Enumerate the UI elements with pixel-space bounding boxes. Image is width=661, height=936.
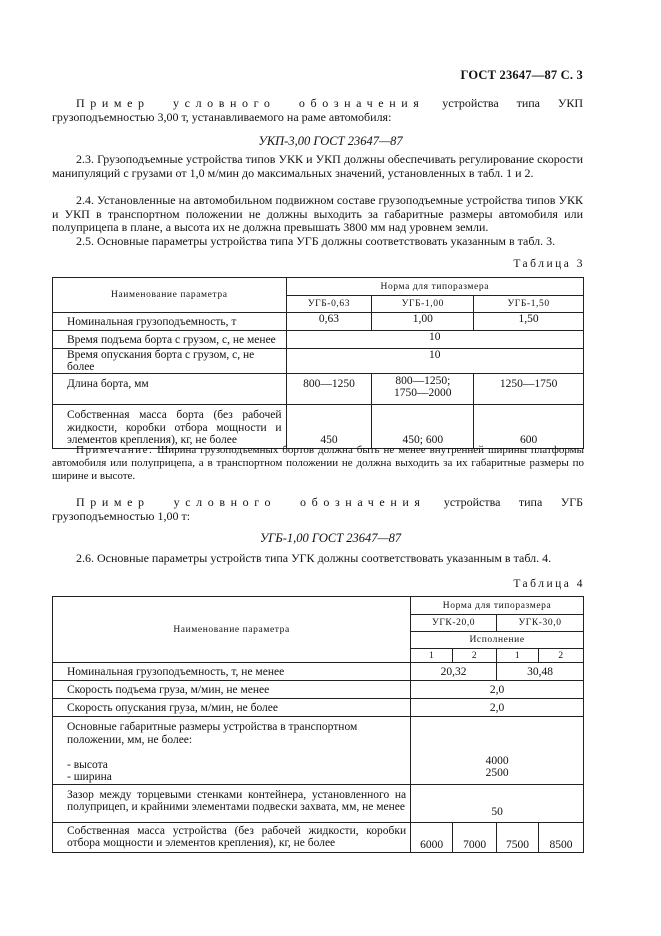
table-cell: 20,32	[411, 663, 497, 681]
t4-col-ugk30: УГК-30,0	[497, 615, 584, 632]
note-text: Ширина грузоподъемных бортов должна быть не менее внутренней ширины платформы автомобиля или полуприцепа, а в транспортном положении не должна выходить за их габаритные размеры по ширине и высоте.	[52, 444, 585, 482]
t4-row4-label	[53, 717, 411, 785]
example-2-text: устройства типа УГБ грузоподъемностью 1,00 т:	[52, 495, 584, 523]
t3-row4-label: Длина борта, мм	[53, 374, 287, 405]
t3-col-param: Наименование параметра	[53, 278, 287, 313]
para-2-4: 2.4. Установленные на автомобильном подвижном составе грузоподъемные устройства типов УКК и УКП в транспортном положении не должны выходить за габаритные размеры автомобиля или полуприцепа в плане, а высота их не должна превышать 3800 мм над уровнем земли.	[52, 193, 583, 234]
table-cell: 2,0	[411, 681, 584, 699]
t3-row2-label: Время подъема борта с грузом, с, не менее	[53, 331, 287, 349]
table-4-caption: Таблица 4	[513, 578, 585, 590]
para-2-6: 2.6. Основные параметры устройств типа УГК должны соответствовать указанным в табл. 4.	[76, 551, 552, 565]
table-cell	[372, 374, 474, 405]
table-cell-line: - высота	[67, 758, 108, 771]
table-cell: 1,50	[474, 313, 584, 331]
t3-col-1: УГБ-0,63	[286, 296, 372, 313]
table-cell: 7000	[453, 822, 497, 852]
table-cell: 1250—1750	[474, 374, 584, 405]
t4-ver: 2	[539, 649, 584, 663]
para-2-5: 2.5. Основные параметры устройства типа УГБ должны соответствовать указанным в табл. 3.	[76, 234, 556, 248]
t4-row2-label: Скорость подъема груза, м/мин, не менее	[53, 681, 411, 699]
t3-col-3: УГБ-1,50	[474, 296, 584, 313]
t4-ver: 1	[497, 649, 539, 663]
t3-row5-label: Собственная масса борта (без рабочей жидкости, коробки отбора мощности и элементов крепления), кг, не более	[53, 405, 287, 449]
example-2-label: Пример условного обозначения	[76, 495, 426, 509]
table-cell	[411, 717, 584, 785]
page-header: ГОСТ 23647—87 С. 3	[460, 68, 583, 82]
table-3-caption: Таблица 3	[513, 258, 585, 270]
table-cell: 8500	[539, 822, 584, 852]
designation-2: УГБ-1,00 ГОСТ 23647—87	[259, 531, 402, 545]
table-cell-line: Основные габаритные размеры устройства в транспортном положении, мм, не более:	[67, 721, 358, 746]
table-cell: 10	[286, 349, 583, 374]
t4-ver: 2	[453, 649, 497, 663]
table-cell-line: 1750—2000	[394, 387, 452, 399]
t4-ver: 1	[411, 649, 453, 663]
table-cell: 600	[474, 405, 584, 449]
table-cell: 50	[411, 784, 584, 822]
t3-row3-label: Время опускания борта с грузом, с, не более	[53, 349, 287, 374]
t4-col-version: Исполнение	[411, 632, 584, 649]
example-1-text: устройства типа УКП грузоподъемностью 3,00 т, устанавливаемого на раме автомобиля:	[52, 96, 584, 124]
table-cell-line: 800—1250;	[395, 375, 451, 387]
table-cell: 2,0	[411, 699, 584, 717]
t4-row6-label: Собственная масса устройства (без рабочей жидкости, коробки отбора мощности и элементов крепления), кг, не более	[53, 822, 411, 852]
table-cell: 6000	[411, 822, 453, 852]
t4-col-norm: Норма для типоразмера	[411, 597, 584, 615]
t4-col-param: Наименование параметра	[53, 597, 411, 663]
t4-row3-label: Скорость опускания груза, м/мин, не более	[53, 699, 411, 717]
table-cell: 450; 600	[372, 405, 474, 449]
table-cell: 30,48	[497, 663, 584, 681]
table-cell: 1,00	[372, 313, 474, 331]
designation-1: УКП-3,00 ГОСТ 23647—87	[258, 134, 403, 148]
t3-row1-label: Номинальная грузоподъемность, т	[53, 313, 287, 331]
table-cell-line: 4000	[485, 754, 509, 767]
table-cell: 800—1250	[286, 374, 372, 405]
t3-col-2: УГБ-1,00	[372, 296, 474, 313]
table-cell: 10	[286, 331, 583, 349]
table-4	[52, 596, 584, 853]
para-2-3: 2.3. Грузоподъемные устройства типов УКК и УКП должны обеспечивать регулирование скорости манипуляций с грузами от 1,0 м/мин до максимальных значений, установленных в табл. 1 и 2.	[52, 152, 583, 180]
table-cell: 450	[286, 405, 372, 449]
table-cell-line: - ширина	[67, 771, 112, 783]
table-cell-line: 2500	[485, 767, 509, 779]
t4-row1-label: Номинальная грузоподъемность, т, не менее	[53, 663, 411, 681]
table-3	[52, 277, 584, 449]
t4-col-ugk20: УГК-20,0	[411, 615, 497, 632]
table-cell: 7500	[497, 822, 539, 852]
note	[52, 444, 584, 483]
t3-col-norm: Норма для типоразмера	[286, 278, 583, 296]
note-label: Примечание.	[76, 444, 154, 456]
example-1-label: Пример условного обозначения	[76, 96, 425, 110]
example-1	[52, 97, 583, 124]
t4-row5-label: Зазор между торцевыми стенками контейнера, установленного на полуприцеп, и крайними элементами подвески захвата, мм, не менее	[53, 784, 411, 822]
table-cell: 0,63	[286, 313, 372, 331]
example-2	[52, 496, 583, 523]
